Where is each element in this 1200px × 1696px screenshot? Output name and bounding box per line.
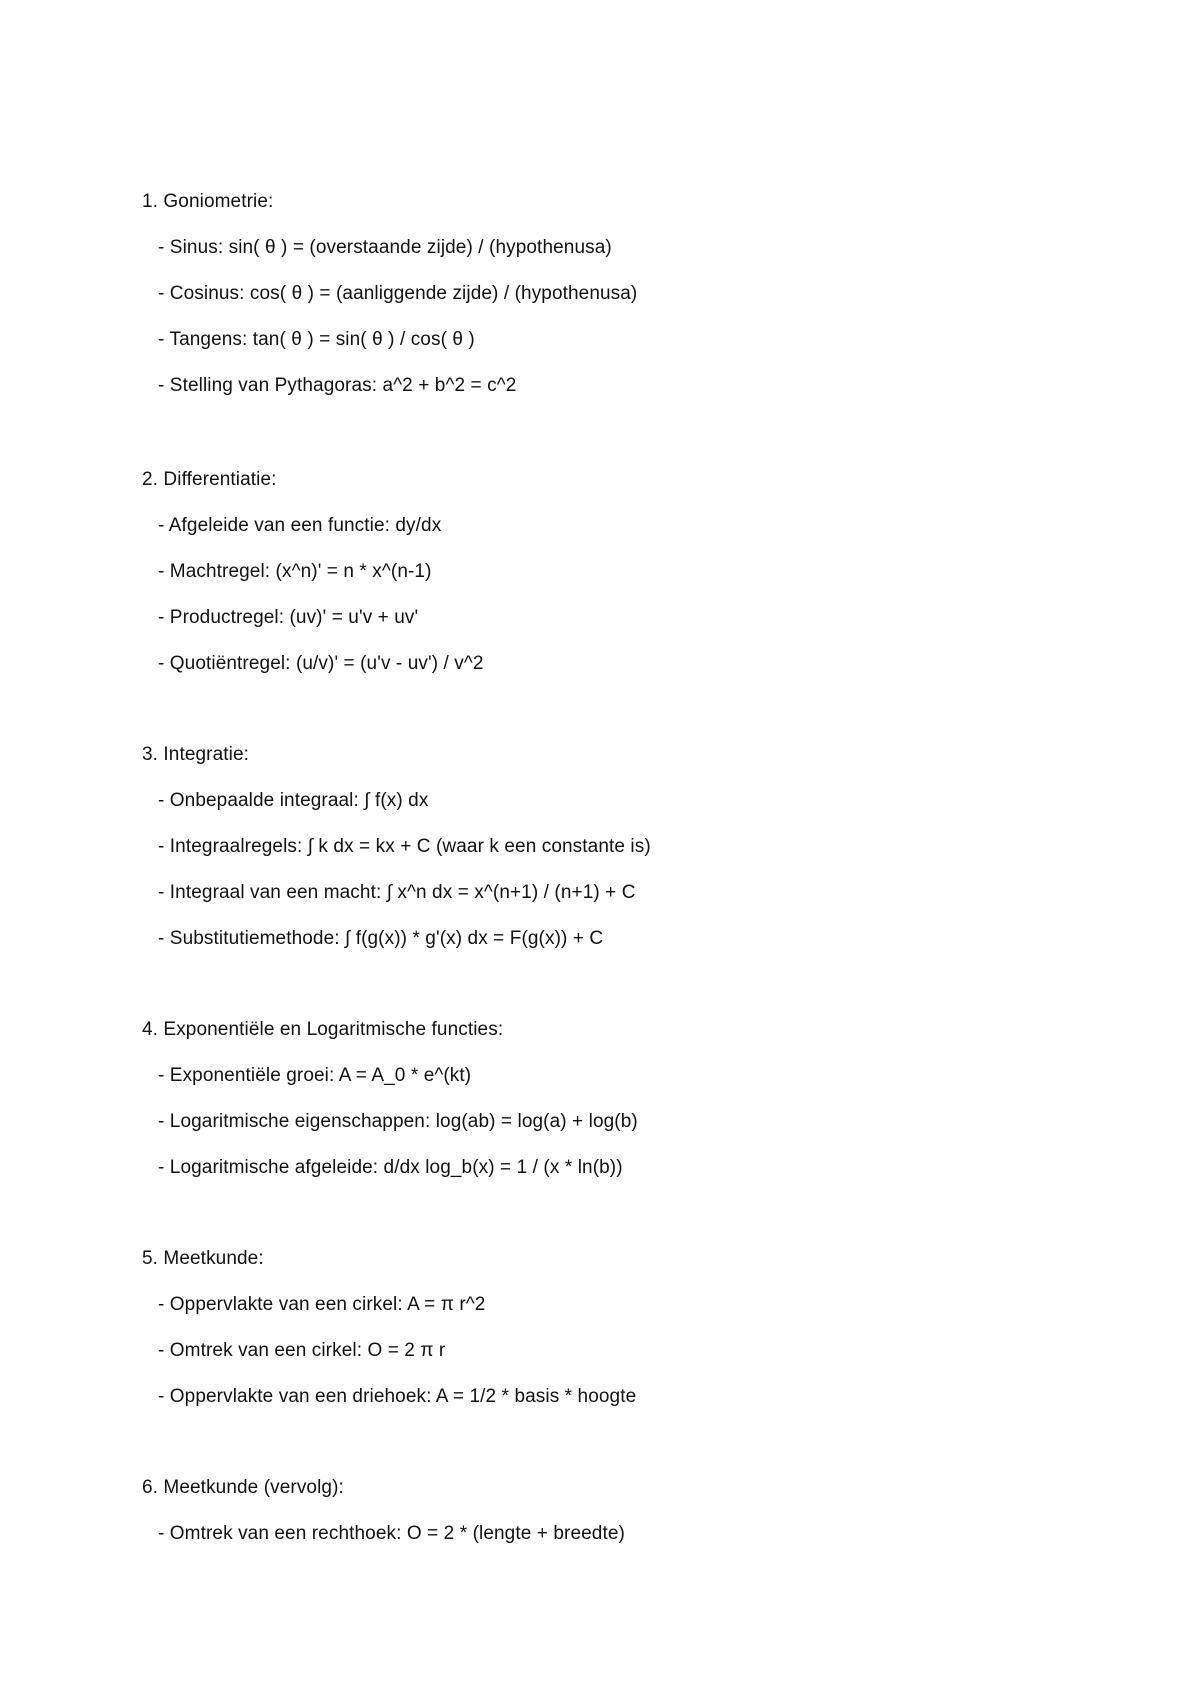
list-item: - Integraalregels: ∫ k dx = kx + C (waar k een constante is) <box>158 836 651 857</box>
list-item: - Stelling van Pythagoras: a^2 + b^2 = c^2 <box>158 375 517 396</box>
section-heading-exponentiele-logaritmische: 4. Exponentiële en Logaritmische functies: <box>142 1019 504 1040</box>
section-heading-goniometrie: 1. Goniometrie: <box>142 191 274 212</box>
list-item: - Omtrek van een cirkel: O = 2 π r <box>158 1340 446 1361</box>
list-item: - Logaritmische eigenschappen: log(ab) = log(a) + log(b) <box>158 1111 638 1132</box>
list-item: - Sinus: sin( θ ) = (overstaande zijde) / (hypothenusa) <box>158 237 612 258</box>
list-item: - Exponentiële groei: A = A_0 * e^(kt) <box>158 1065 472 1086</box>
section-heading-meetkunde-vervolg: 6. Meetkunde (vervolg): <box>142 1477 344 1498</box>
list-item: - Tangens: tan( θ ) = sin( θ ) / cos( θ ) <box>158 329 475 350</box>
list-item: - Onbepaalde integraal: ∫ f(x) dx <box>158 790 429 811</box>
list-item: - Oppervlakte van een driehoek: A = 1/2 * basis * hoogte <box>158 1386 637 1407</box>
list-item: - Cosinus: cos( θ ) = (aanliggende zijde) / (hypothenusa) <box>158 283 638 304</box>
list-item: - Oppervlakte van een cirkel: A = π r^2 <box>158 1294 486 1315</box>
section-heading-meetkunde: 5. Meetkunde: <box>142 1248 264 1269</box>
list-item: - Integraal van een macht: ∫ x^n dx = x^(n+1) / (n+1) + C <box>158 882 636 903</box>
list-item: - Afgeleide van een functie: dy/dx <box>158 515 442 536</box>
list-item: - Quotiëntregel: (u/v)' = (u'v - uv') / v^2 <box>158 653 484 674</box>
section-heading-integratie: 3. Integratie: <box>142 744 250 765</box>
list-item: - Omtrek van een rechthoek: O = 2 * (lengte + breedte) <box>158 1523 625 1544</box>
section-heading-differentiatie: 2. Differentiatie: <box>142 469 277 490</box>
list-item: - Substitutiemethode: ∫ f(g(x)) * g'(x) dx = F(g(x)) + C <box>158 928 604 949</box>
list-item: - Logaritmische afgeleide: d/dx log_b(x) = 1 / (x * ln(b)) <box>158 1157 623 1178</box>
list-item: - Machtregel: (x^n)' = n * x^(n-1) <box>158 561 432 582</box>
list-item: - Productregel: (uv)' = u'v + uv' <box>158 607 419 628</box>
